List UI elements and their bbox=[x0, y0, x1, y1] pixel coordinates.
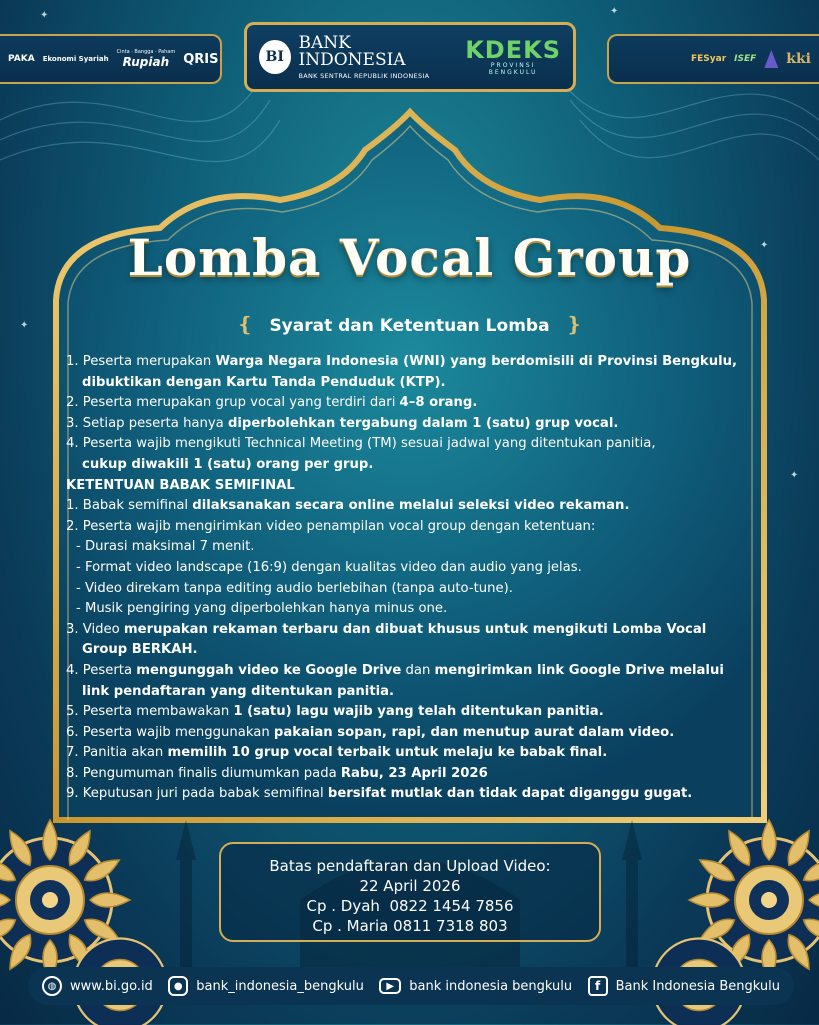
rule-text: - Format video landscape (16:9) dengan kualitas video dan audio yang jelas. bbox=[76, 560, 582, 575]
website-text: www.bi.go.id bbox=[70, 979, 153, 994]
sparkle-icon: ✦ bbox=[760, 240, 768, 251]
kdeks-word: KDEKS bbox=[465, 38, 561, 62]
bi-wordmark bbox=[299, 35, 452, 80]
page-title: Lomba Vocal Group bbox=[0, 228, 819, 287]
rule-line bbox=[66, 434, 766, 455]
rule-line bbox=[66, 476, 766, 497]
sparkle-icon: ✦ bbox=[40, 10, 48, 21]
rule-line bbox=[66, 373, 766, 394]
ekonomi-syariah-logo: Ekonomi Syariah bbox=[43, 55, 109, 63]
rule-line bbox=[66, 579, 766, 600]
bi-seal-icon: BI bbox=[259, 40, 291, 74]
emblem-icon bbox=[764, 50, 778, 68]
bi-subtitle: BANK SENTRAL REPUBLIK INDONESIA bbox=[299, 72, 452, 80]
rule-text: 9. Keputusan juri pada babak semifinal bbox=[66, 786, 328, 801]
rule-line bbox=[66, 517, 766, 538]
rule-text: Group BERKAH. bbox=[82, 642, 198, 657]
fesyar-logo: FESyar bbox=[691, 54, 726, 64]
sparkle-icon: ✦ bbox=[20, 320, 28, 331]
qris-logo: QRIS bbox=[183, 52, 218, 67]
rule-text: 3. Setiap peserta hanya bbox=[66, 416, 228, 431]
rule-line bbox=[66, 393, 766, 414]
rule-text: diperbolehkan tergabung dalam 1 (satu) grup vocal. bbox=[228, 416, 618, 431]
subtitle-text: Syarat dan Ketentuan Lomba bbox=[259, 316, 559, 336]
globe-icon: ◍ bbox=[42, 976, 62, 996]
rule-line bbox=[66, 682, 766, 703]
rule-text: 8. Pengumuman finalis diumumkan pada bbox=[66, 766, 341, 781]
rule-text: dibuktikan dengan Kartu Tanda Penduduk (KTP). bbox=[82, 375, 446, 390]
rule-text: 4–8 orang. bbox=[400, 395, 478, 410]
rule-line bbox=[66, 455, 766, 476]
rupiah-word: Rupiah bbox=[123, 55, 169, 69]
rule-text: - Musik pengiring yang diperbolehkan hanya minus one. bbox=[76, 601, 447, 616]
facebook-icon: f bbox=[588, 976, 608, 996]
rule-line bbox=[66, 496, 766, 517]
paka-logo: PAKA bbox=[8, 54, 35, 64]
section-subtitle bbox=[0, 312, 819, 336]
instagram-text: bank_indonesia_bengkulu bbox=[196, 979, 364, 994]
bank-indonesia-header bbox=[244, 22, 576, 92]
kdeks-logo bbox=[465, 38, 561, 76]
rule-line bbox=[66, 352, 766, 373]
rule-line bbox=[66, 723, 766, 744]
rule-text: 1. Peserta merupakan bbox=[66, 354, 215, 369]
rule-text: - Durasi maksimal 7 menit. bbox=[76, 539, 255, 554]
footer-youtube[interactable] bbox=[379, 978, 572, 994]
partner-logos-left bbox=[0, 34, 222, 84]
rule-text: 4. Peserta wajib mengikuti Technical Meeting (TM) sesuai jadwal yang ditentukan panitia, bbox=[66, 436, 656, 451]
rule-line bbox=[66, 599, 766, 620]
rule-text: merupakan rekaman terbaru dan dibuat khusus untuk mengikuti Lomba Vocal bbox=[124, 622, 706, 637]
rule-line bbox=[66, 702, 766, 723]
rupiah-tagline: Cinta · Bangga · Paham bbox=[117, 49, 176, 55]
rule-text: mengunggah video ke Google Drive bbox=[136, 663, 401, 678]
kdeks-sub: PROVINSI BENGKULU bbox=[465, 62, 561, 76]
facebook-text: Bank Indonesia Bengkulu bbox=[616, 979, 780, 994]
rule-line bbox=[66, 414, 766, 435]
rule-line bbox=[66, 620, 766, 641]
deadline-box bbox=[219, 842, 601, 942]
youtube-text: bank indonesia bengkulu bbox=[409, 979, 572, 994]
youtube-icon: ▶ bbox=[379, 978, 401, 994]
rule-line bbox=[66, 764, 766, 785]
sparkle-icon: ✦ bbox=[790, 470, 798, 481]
rule-line bbox=[66, 537, 766, 558]
rule-text: pakaian sopan, rapi, dan menutup aurat dalam video. bbox=[274, 725, 674, 740]
rule-text: dilaksanakan secara online melalui seleksi video rekaman. bbox=[192, 498, 629, 513]
rule-text: 2. Peserta wajib mengirimkan video penampilan vocal group dengan ketentuan: bbox=[66, 519, 595, 534]
rule-text: 3. Video bbox=[66, 622, 124, 637]
rule-text: mengirimkan link Google Drive melalui bbox=[435, 663, 724, 678]
footer-facebook[interactable] bbox=[588, 976, 780, 996]
rule-text: KETENTUAN BABAK SEMIFINAL bbox=[66, 478, 295, 493]
rule-text: Rabu, 23 April 2026 bbox=[341, 766, 488, 781]
rule-line bbox=[66, 661, 766, 682]
rupiah-logo bbox=[117, 49, 176, 69]
rule-text: memilih 10 grup vocal terbaik untuk melaju ke babak final. bbox=[167, 745, 607, 760]
rule-text: 1 (satu) lagu wajib yang telah ditentukan panitia. bbox=[233, 704, 603, 719]
rule-text: link pendaftaran yang ditentukan panitia. bbox=[82, 684, 394, 699]
rule-text: - Video direkam tanpa editing audio berlebihan (tanpa auto-tune). bbox=[76, 581, 513, 596]
contact-maria: Cp . Maria 0811 7318 803 bbox=[221, 916, 599, 936]
rule-text: 5. Peserta membawakan bbox=[66, 704, 233, 719]
rule-text: 4. Peserta bbox=[66, 663, 136, 678]
rule-line bbox=[66, 743, 766, 764]
footer-instagram[interactable] bbox=[168, 976, 364, 996]
bi-name: BANK INDONESIA bbox=[299, 35, 452, 69]
deadline-date: 22 April 2026 bbox=[221, 876, 599, 896]
right-bracket-icon: ❵ bbox=[565, 312, 582, 336]
rule-text: Warga Negara Indonesia (WNI) yang berdomisili di Provinsi Bengkulu, bbox=[215, 354, 737, 369]
rule-text: bersifat mutlak dan tidak dapat diganggu gugat. bbox=[328, 786, 692, 801]
footer-website[interactable] bbox=[42, 976, 153, 996]
contact-dyah: Cp . Dyah 0822 1454 7856 bbox=[221, 896, 599, 916]
rule-text: 2. Peserta merupakan grup vocal yang terdiri dari bbox=[66, 395, 400, 410]
partner-logos-right bbox=[607, 34, 819, 84]
sparkle-icon: ✦ bbox=[610, 6, 618, 17]
rule-text: dan bbox=[401, 663, 434, 678]
rule-text: 6. Peserta wajib menggunakan bbox=[66, 725, 274, 740]
rule-text: cukup diwakili 1 (satu) orang per grup. bbox=[82, 457, 373, 472]
rule-line bbox=[66, 558, 766, 579]
left-bracket-icon: ❴ bbox=[237, 312, 254, 336]
kki-logo: kki bbox=[786, 51, 811, 67]
instagram-icon: ● bbox=[168, 976, 188, 996]
footer-bar bbox=[28, 967, 794, 1005]
rules-list bbox=[66, 352, 766, 805]
rule-text: 7. Panitia akan bbox=[66, 745, 167, 760]
deadline-label: Batas pendaftaran dan Upload Video: bbox=[221, 856, 599, 876]
isef-logo: ISEF bbox=[734, 54, 756, 64]
rule-line bbox=[66, 784, 766, 805]
rule-text: 1. Babak semifinal bbox=[66, 498, 192, 513]
rule-line bbox=[66, 640, 766, 661]
